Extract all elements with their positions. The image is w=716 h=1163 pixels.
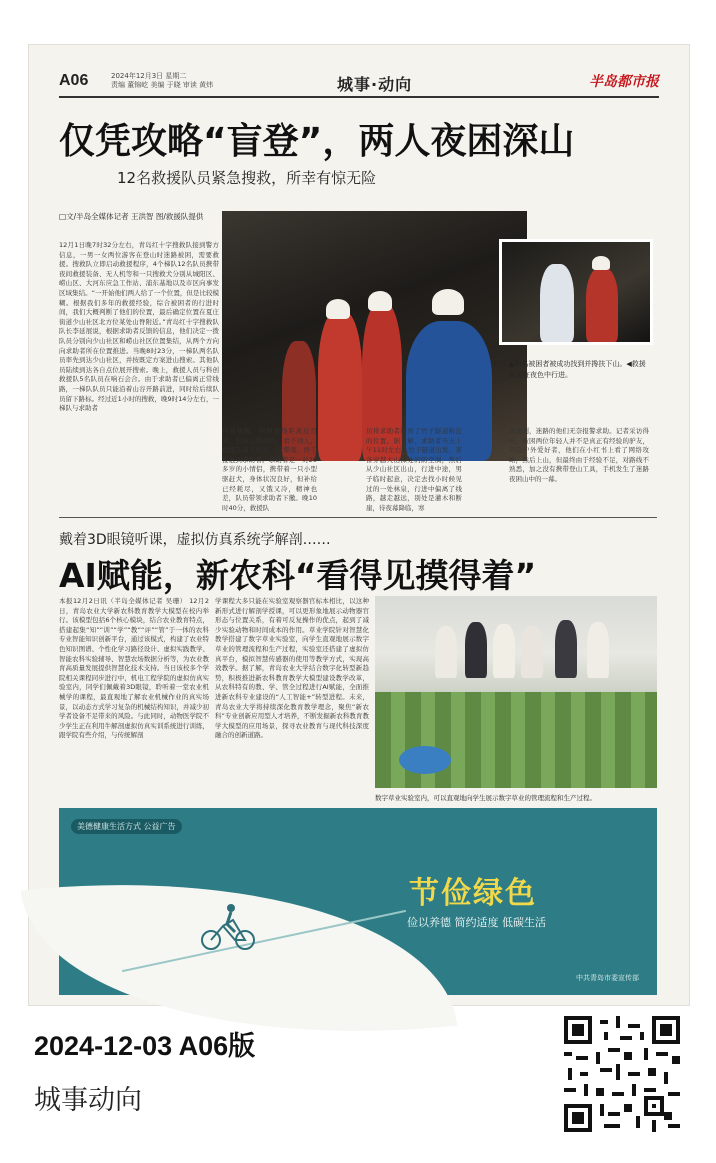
ad-title: 节俭绿色 — [409, 876, 537, 911]
edition-date: 2024-12-03 A06版 — [34, 1031, 256, 1061]
date-line: 2024年12月3日 星期二 — [111, 72, 187, 80]
newspaper-logo: 半岛都市报 — [589, 74, 659, 90]
story1-column-3: 员将求助者送到了竹子隧道附近的位置。据了解，求助者当天上午11时左右从竹子隧道出发，准备穿越大山深处的防空洞，然后从少山社区出山，行进中途，男子临时起意，决定去找小时候见过的一处林泉，行进中偏离了线路，越走越远，别处是灌木和断崖，待夜幕降临，寒 — [366, 427, 462, 512]
ad-subtitle: 俭以养德 简约适度 低碳生活 — [407, 916, 546, 929]
newspaper-page — [28, 44, 690, 1006]
public-service-ad — [59, 808, 657, 995]
story2-column-1: 本报12月2日讯（半岛全媒体记者 吴珊） 12月2日，青岛农业大学新农科教育教学大模型在校内举行。该模型包括6个核心模块，结合农业教育特点，搭建起集“知”“训”“学”“教”“评”“管”于一体的农科专业智能知识创新平台，通过该模式，构建了农业特色知识图谱、个性化学习路径设计、虚拟实践教学、智能农科实验辅导、智慧农场数据分析等，为农业教育高质量发展提供智慧化技术支持。当日该校多个学院相关课程同步进行中，机电工程学院的虚拟仿真实验室内，同学们佩戴着3D眼镜，聆听着一堂农业机械学的课程，最直观地了解农业机械作业的真实场景，以动态方式学习复杂的机械结构知识，并减少初学者设备不足带来的风险。与此同时，动物医学院不少学生正在利用牛解剖虚拟仿真实训系统进行训练，跟学院有些介绍，与传统解剖 — [59, 597, 209, 740]
story1-subhead: 12名救援队员紧急搜救，所幸有惊无险 — [117, 169, 377, 187]
story1-photo-caption: ▲两名被困者被成功找到并搀扶下山。◀救援队员在夜色中行进。 — [509, 360, 646, 379]
story1-headline: 仅凭攻略“盲登”，两人夜困深山 — [59, 121, 575, 162]
story1-column-1: 12月1日晚7时32分左右，青岛红十字搜救队接到警方信息，一男一女两位游客在登山时迷路被困，需要救援。搜救队立即启动救援程序，4个梯队12名队员携带夜间救援装备、无人机等和一只搜救犬分别从城阳区、崂山区、大河东应急工作站、浦东基地以及市区向事发区域集结。“一开始他们两人给了一个位置，但是比较模糊。根据我们多年的救援经验，综合被困者的行进时间，我们大概判断了他们的位置，最后确定位置在夏庄街道少山社区北方位某处山脊附近。”青岛红十字搜救队队长李延展说，根据求助者反馈的信息，他们决定一拨队员分别向少山社区和崂山社区位置集结，从两个方向向求助者所在位置推进。当晚8时23分，一梯队两名队员率先到达少山社区，并按既定方案进山搜索。其他队员陆续到达各自点位展开搜索。晚上，救援人员与科创救援队5名队员在响石会合。由于求助者已偏离正常线路，一梯队队员只能沿着山谷开路前进，同时给后续队员留下路标。经过近1小时的搜救，晚9时14分左右，一梯队与求助者 — [59, 241, 219, 413]
story2-photo-caption: 数字草业实验室内，可以直观地向学生展示数字草业的管理流程和生产过程。 — [375, 794, 596, 802]
story2-kicker: 戴着3D眼镜听课，虚拟仿真系统学解剖…… — [59, 532, 331, 548]
hikers-photo — [499, 239, 653, 345]
cyclist-icon — [199, 902, 259, 952]
header-meta — [111, 72, 281, 90]
digital-grassland-lab-photo — [375, 596, 657, 788]
story2-headline: AI赋能，新农科“看得见摸得着” — [59, 556, 537, 595]
ad-tag: 美德健康生活方式 公益广告 — [71, 819, 182, 834]
page-header — [59, 70, 659, 98]
story1-column-2: 声音接触，判断直线距离近百米。但因山体阻挡，看不到人，救援队员又经过一段攀爬，终于接触到求助者。求助者是一对20多岁的小情侣，携带着一只小型驱赶犬，身体状况良好，但补给已经耗尽，又饿又冷，精神也差，队员带领求助者下撤。晚10时40分，救援队 — [222, 427, 317, 512]
rescue-team-photo — [222, 211, 527, 461]
editor-line: 责编 董锦屹 美编 于晓 审读 黄炜 — [111, 81, 214, 89]
section-divider — [59, 517, 657, 518]
ad-sponsor: 中共青岛市委宣传部 — [576, 974, 639, 982]
story1-column-4: 风凛冽，迷路的他们无奈报警求助。记者采访得知，被困两位年轻人并不是真正有经验的驴友，只是户外爱好者，他们在小红书上看了网络攻略，然后上山，但最终由于经验不足，对路线不熟悉，加之没有携带登山工具，手机发生了迷路夜困山中的一幕。 — [509, 427, 649, 483]
section-title: 城事·动向 — [337, 75, 413, 94]
page-number: A06 — [59, 72, 89, 89]
story2-column-2: 学课程大多只能在实验室观察器官标本相比，以这种新形式进行解剖学授课，可以更形象地展示动物器官形态与位置关系，有着可反复操作的优点，起到了减少实验动物和时间成本的作用。草业学院针对智慧化教学搭建了数字草业实验室，向学生直观地展示数字草业的管理流程和生产过程，实验室还搭建了虚拟仿真平台，模拟智慧传感器的使用等教学方式，实现高效教学。据了解，青岛农业大学结合数字化转型新趋势，积极推进新农科教育教学大模型建设教学改革，从农科特有的教、学、管全过程进行AI赋能，全面推进新农科专业建设的“人工智能+”转型进程。未来，青岛农业大学将持续深化教育教学理念，聚焦“新农科”专业创新应用型人才培养，不断发掘新农科教育教学大模型的应用场景，探寻农业教育与现代科技深度融合的创新道路。 — [215, 597, 369, 740]
edition-section: 城事动向 — [34, 1085, 142, 1116]
qr-code-icon[interactable] — [564, 1016, 680, 1132]
story1-byline: □文/半岛全媒体记者 王洪智 图/救援队提供 — [59, 212, 204, 221]
